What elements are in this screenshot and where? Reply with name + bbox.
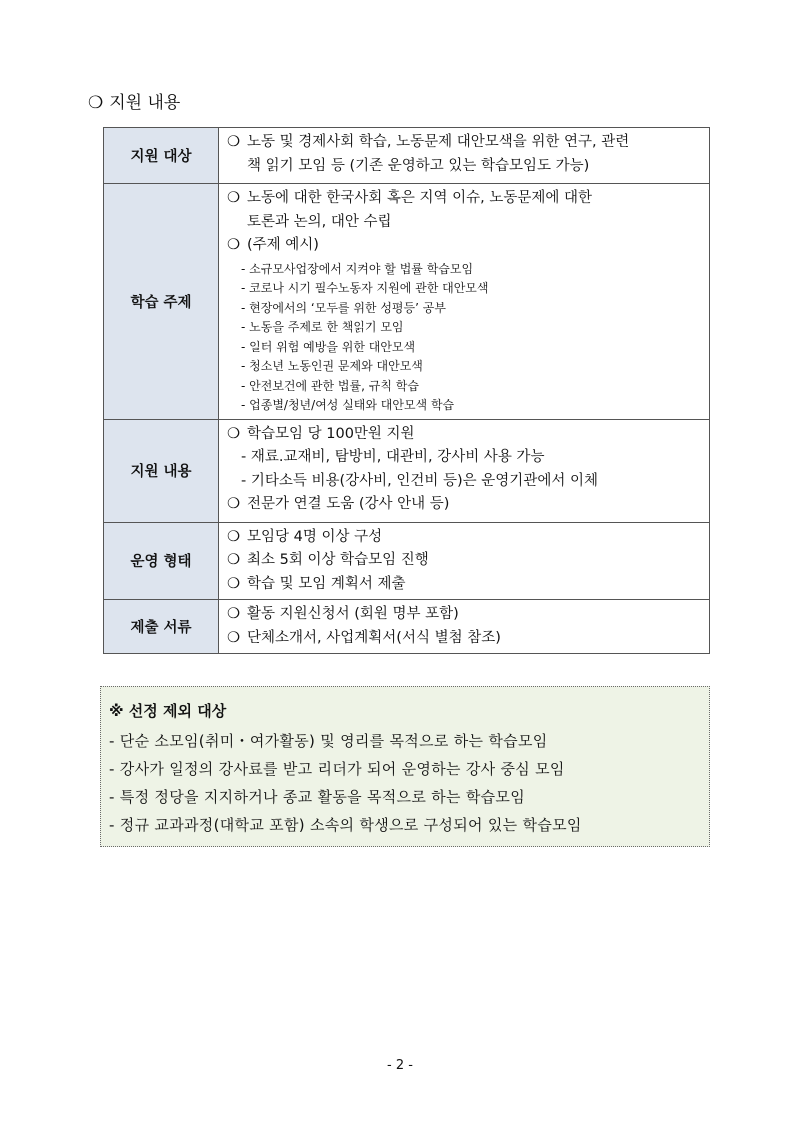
- content-line: ❍ 활동 지원신청서 (회원 명부 포함): [227, 603, 703, 627]
- example-item: - 코로나 시기 필수노동자 지원에 관한 대안모색: [241, 281, 489, 295]
- section-title: [88, 92, 180, 114]
- circle-bullet-icon: ❍: [227, 552, 240, 568]
- notice-item: - 강사가 일정의 강사료를 받고 리더가 되어 운영하는 강사 중심 모임: [109, 760, 565, 778]
- content-line: ❍ 학습 및 모임 계획서 제출: [227, 573, 703, 597]
- table-row-target: [104, 128, 710, 184]
- content-line: ❍ 노동 및 경제사회 학습, 노동문제 대안모색을 위한 연구, 관련: [227, 131, 703, 155]
- example-item: - 청소년 노동인권 문제와 대안모색: [241, 359, 423, 373]
- example-item: - 업종별/청년/여성 실태와 대안모색 학습: [241, 398, 455, 412]
- row-header-target: 지원 대상: [104, 128, 219, 184]
- circle-bullet-icon: ❍: [227, 190, 240, 206]
- table-row-support: [104, 419, 710, 522]
- section-title-text: 지원 내용: [109, 93, 181, 113]
- page-number: - 2 -: [387, 1058, 413, 1073]
- content-line: ❍ 단체소개서, 사업계획서(서식 별첨 참조): [227, 627, 703, 651]
- content-line: ❍ 학습모임 당 100만원 지원: [227, 423, 703, 447]
- example-item: - 노동을 주제로 한 책읽기 모임: [241, 320, 404, 334]
- content-line: - 기타소득 비용(강사비, 인건비 등)은 운영기관에서 이체: [241, 472, 598, 489]
- content-line: ❍ 전문가 연결 도움 (강사 안내 등): [227, 493, 703, 517]
- row-content-support: [219, 419, 710, 522]
- circle-bullet-icon: ❍: [227, 425, 240, 442]
- example-item: - 소규모사업장에서 지켜야 할 법률 학습모임: [241, 261, 474, 276]
- exclusion-notice-box: [100, 686, 710, 847]
- circle-bullet-icon: ❍: [227, 606, 240, 622]
- circle-bullet-icon: ❍: [227, 575, 240, 592]
- row-content-target: [219, 128, 710, 184]
- circle-bullet-icon: ❍: [227, 528, 240, 545]
- content-line: - 재료.교재비, 탐방비, 대관비, 강사비 사용 가능: [241, 449, 545, 465]
- table-row-topics: [104, 184, 710, 420]
- circle-bullet-icon: ❍: [227, 496, 240, 512]
- support-table: [103, 127, 710, 654]
- table-row-documents: [104, 600, 710, 654]
- circle-bullet-icon: ❍: [227, 134, 240, 150]
- notice-item: - 특정 정당을 지지하거나 종교 활동을 목적으로 하는 학습모임: [109, 788, 526, 806]
- table-row-operation: [104, 522, 710, 600]
- row-content-topics: [219, 184, 710, 420]
- row-header-support: 지원 내용: [104, 419, 219, 522]
- example-item: - 안전보건에 관한 법률, 규칙 학습: [241, 378, 419, 393]
- notice-item: - 정규 교과과정(대학교 포함) 소속의 학생으로 구성되어 있는 학습모임: [109, 816, 582, 834]
- content-line: 토론과 논의, 대안 수립: [247, 213, 392, 230]
- circle-bullet-icon: ❍: [227, 237, 240, 253]
- circle-bullet-icon: ❍: [227, 629, 240, 646]
- row-header-topics: 학습 주제: [104, 184, 219, 420]
- content-line: ❍ (주제 예시): [227, 234, 703, 258]
- row-content-operation: [219, 522, 710, 600]
- example-item: - 일터 위험 예방을 위한 대안모색: [241, 339, 416, 354]
- example-item: - 현장에서의 ‘모두를 위한 성평등’ 공부: [241, 300, 446, 315]
- row-content-documents: [219, 600, 710, 654]
- content-line: ❍ 노동에 대한 한국사회 혹은 지역 이슈, 노동문제에 대한: [227, 187, 703, 211]
- notice-title: ※ 선정 제외 대상: [109, 702, 227, 720]
- row-header-operation: 운영 형태: [104, 522, 219, 600]
- circle-bullet-icon: ❍: [88, 93, 104, 113]
- content-line: ❍ 모임당 4명 이상 구성: [227, 526, 703, 550]
- notice-item: - 단순 소모임(취미・여가활동) 및 영리를 목적으로 하는 학습모임: [109, 732, 548, 750]
- content-line: 책 읽기 모임 등 (기존 운영하고 있는 학습모임도 가능): [247, 157, 590, 174]
- content-line: ❍ 최소 5회 이상 학습모임 진행: [227, 549, 703, 573]
- row-header-documents: 제출 서류: [104, 600, 219, 654]
